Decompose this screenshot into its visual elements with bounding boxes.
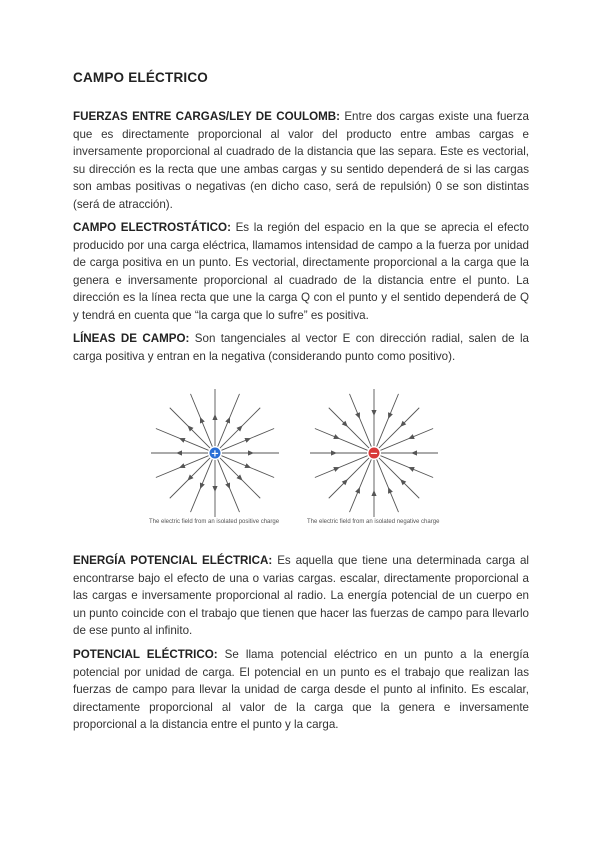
section-text: Son tangenciales al vector E con dirección radial, salen de la carga positiva y entran en la negativa (considerando punto como positivo). bbox=[73, 332, 529, 363]
field-arrow-icon bbox=[225, 482, 232, 490]
field-line bbox=[350, 459, 372, 512]
field-arrow-icon bbox=[407, 434, 415, 441]
section-electrostatic-field bbox=[73, 219, 529, 325]
section-heading: ENERGÍA POTENCIAL ELÉCTRICA: bbox=[73, 554, 273, 567]
section-text: Es aquella que tiene una determinada carga al encontrarse bajo el efecto de una o varias cargas. escalar, directamente proporcional a las cargas e inversamente proporcional al radio. La energía potencial de un cuerpo en un punto coincide con el trabajo que tienen que hacer las fuerzas de campo para llevarlo de ese punto al infinito. bbox=[73, 554, 529, 638]
svg-text:+: + bbox=[210, 448, 220, 460]
field-line bbox=[380, 456, 433, 478]
field-arrow-icon bbox=[386, 486, 393, 494]
field-line bbox=[377, 394, 399, 447]
field-line bbox=[315, 429, 368, 451]
section-potential-energy bbox=[73, 552, 529, 640]
field-arrow-icon bbox=[333, 465, 341, 472]
section-text: Se llama potencial eléctrico en un punto a la energía potencial por unidad de carga. El potencial en un punto es el trabajo que realizan las fuerzas de campo para llevar la unidad de carga desde el punto al infinito. Es escalar, directamente proporcional al valor de la carga que la genera e inversamente proporcional a la distancia entre el punto y la carga. bbox=[73, 648, 529, 732]
field-line bbox=[315, 456, 368, 478]
field-arrow-icon bbox=[244, 436, 252, 443]
caption-positive-charge: The electric field from an isolated positive charge bbox=[149, 519, 280, 525]
section-heading: FUERZAS ENTRE CARGAS/LEY DE COULOMB: bbox=[73, 110, 340, 123]
field-arrow-icon bbox=[176, 450, 182, 455]
field-lines-diagram bbox=[140, 382, 460, 517]
svg-text:−: − bbox=[369, 448, 379, 460]
positive-charge-icon bbox=[210, 448, 221, 460]
field-arrow-icon bbox=[386, 412, 393, 420]
field-arrow-icon bbox=[178, 436, 186, 443]
field-arrow-icon bbox=[331, 450, 337, 455]
field-arrow-icon bbox=[178, 463, 186, 470]
field-arrow-icon bbox=[198, 482, 205, 490]
section-text: Es la región del espacio en la que se aprecia el efecto producido por una carga eléctrica, llamamos intensidad de campo a la fuerza por unidad de carga positiva en un punto. Es vectorial, directamente proporcional a la carga que la genera e inversamente proporcional al cuadrado de la distancia entre el punto. La dirección es la línea recta que une la carga Q con el punto y el sentido dependerá de Q y tendrá en cuenta que “la carga que lo sufre” es positiva. bbox=[73, 221, 529, 322]
field-arrow-icon bbox=[371, 490, 376, 496]
field-arrow-icon bbox=[407, 465, 415, 472]
field-line bbox=[380, 429, 433, 451]
field-line bbox=[377, 459, 399, 512]
field-arrow-icon bbox=[198, 416, 205, 424]
field-arrow-icon bbox=[411, 450, 417, 455]
field-arrow-icon bbox=[333, 434, 341, 441]
field-arrow-icon bbox=[212, 486, 217, 492]
field-arrow-icon bbox=[225, 416, 232, 424]
section-heading: POTENCIAL ELÉCTRICO: bbox=[73, 648, 218, 661]
section-heading: LÍNEAS DE CAMPO: bbox=[73, 332, 190, 345]
section-electric-potential bbox=[73, 646, 529, 734]
field-line bbox=[329, 408, 369, 448]
field-line bbox=[350, 394, 372, 447]
section-heading: CAMPO ELECTROSTÁTICO: bbox=[73, 221, 231, 234]
negative-charge-icon bbox=[369, 448, 380, 460]
field-lines-figure bbox=[140, 382, 460, 532]
field-arrow-icon bbox=[355, 486, 362, 494]
field-arrow-icon bbox=[355, 412, 362, 420]
field-arrow-icon bbox=[248, 450, 254, 455]
section-coulomb bbox=[73, 108, 529, 214]
section-text: Entre dos cargas existe una fuerza que es directamente proporcional al valor del producto entre ambas cargas e inversamente proporcional al cuadrado de la distancia que las separa. Este es vectorial, su dirección es la recta que une ambas cargas y su sentido dependerá de si las cargas son ambas positivas o negativas (en dicho caso, será de repulsión) 0 se son distintas (será de atracción). bbox=[73, 110, 529, 211]
page-title: CAMPO ELÉCTRICO bbox=[73, 70, 209, 85]
caption-negative-charge: The electric field from an isolated negative charge bbox=[307, 519, 440, 525]
field-arrow-icon bbox=[244, 463, 252, 470]
field-line bbox=[379, 408, 419, 448]
field-line bbox=[329, 458, 369, 498]
section-field-lines bbox=[73, 330, 529, 365]
field-arrow-icon bbox=[212, 414, 217, 420]
field-line bbox=[379, 458, 419, 498]
field-arrow-icon bbox=[371, 410, 376, 416]
